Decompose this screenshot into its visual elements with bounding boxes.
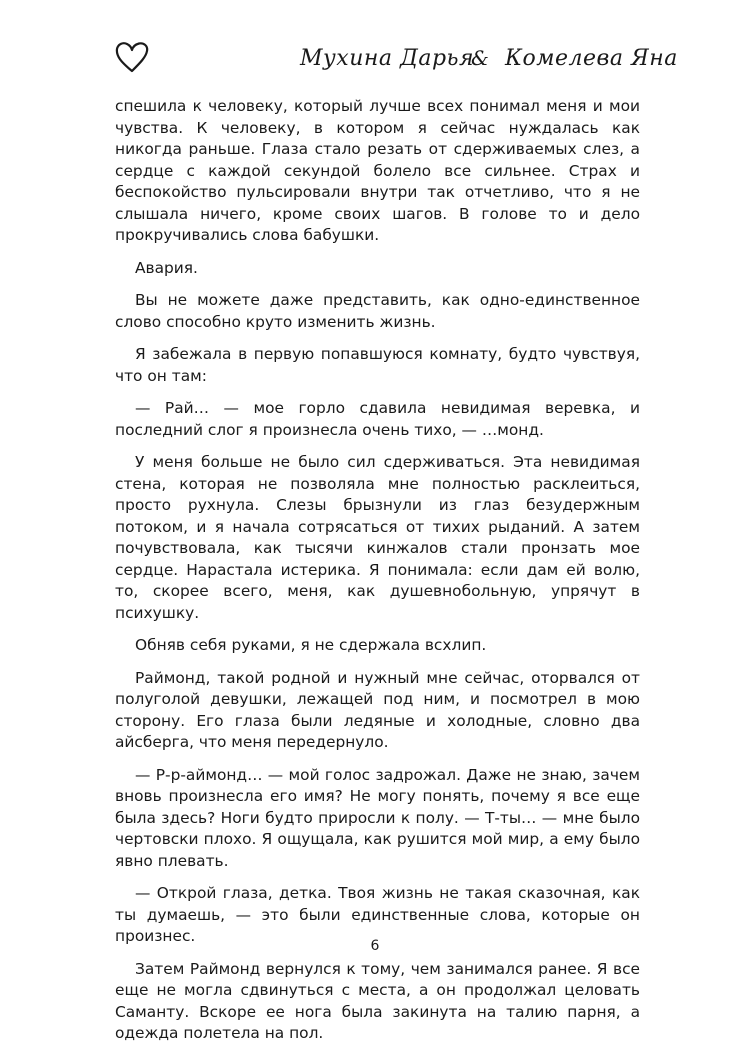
page-number: 6 bbox=[370, 938, 380, 954]
paragraph: — Рай… — мое горло сдавила невидимая веревка, и последний слог я произнесла очень тихо, — …монд. bbox=[115, 399, 640, 439]
paragraph: Я забежала в первую попавшуюся комнату, будто чувствуя, что он там: bbox=[115, 345, 640, 385]
paragraph: Вы не можете даже представить, как одно-единственное слово способно круто изменить жизнь. bbox=[115, 291, 640, 331]
paragraph: — Открой глаза, детка. Твоя жизнь не такая сказочная, как ты думаешь, — это были единственные слова, которые он произнес. bbox=[115, 884, 640, 945]
paragraph: спешила к человеку, который лучше всех понимал меня и мои чувства. К человеку, в котором я сейчас нуждалась как никогда раньше. Глаза стало резать от сдерживаемых слез, а сердце с каждой секундой болело все сильнее. Страх и беспокойство пульсировали внутри так отчетливо, что я не слышала ничего, кроме своих шагов. В голове то и дело прокручивались слова бабушки. bbox=[115, 97, 640, 244]
heart-outline-icon bbox=[113, 40, 151, 74]
page-body-text bbox=[115, 96, 640, 1056]
author-name-2: Комелева Яна bbox=[505, 46, 678, 71]
paragraph: Авария. bbox=[135, 258, 198, 277]
paragraph: Затем Раймонд вернулся к тому, чем занимался ранее. Я все еще не могла сдвинуться с места, а он продолжал целовать Саманту. Вскоре ее нога была закинута на талию парня, а одежда полетела на пол. bbox=[115, 959, 640, 1042]
author-name-1: Мухина Дарья bbox=[300, 46, 475, 71]
paragraph: У меня больше не было сил сдерживаться. Эта невидимая стена, которая не позволяла мне полностью расклеиться, просто рухнула. Слезы брызнули из глаз безудержным потоком, и я начала сотрясаться от тихих рыданий. А затем почувствовала, как тысячи кинжалов стали пронзать мое сердце. Нарастала истерика. Я понимала: если дам ей волю, то, скорее всего, меня, как душевнобольную, упрячут в психушку. bbox=[115, 453, 640, 622]
paragraph: Обняв себя руками, я не сдержала всхлип. bbox=[135, 636, 487, 654]
author-ampersand: & bbox=[471, 46, 490, 70]
authors-line bbox=[300, 46, 678, 82]
paragraph: — Р-р-аймонд… — мой голос задрожал. Даже не знаю, зачем вновь произнесла его имя? Не могу понять, почему я все еще была здесь? Ноги будто приросли к полу. — Т-ты… — мне было чертовски плохо. Я ощущала, как рушится мой мир, а ему было явно плевать. bbox=[115, 765, 640, 870]
page-header bbox=[0, 0, 750, 100]
paragraph: Раймонд, такой родной и нужный мне сейчас, оторвался от полуголой девушки, лежащей под ним, и посмотрел в мою сторону. Его глаза были ледяные и холодные, словно два айсберга, что меня передернуло. bbox=[115, 668, 640, 751]
